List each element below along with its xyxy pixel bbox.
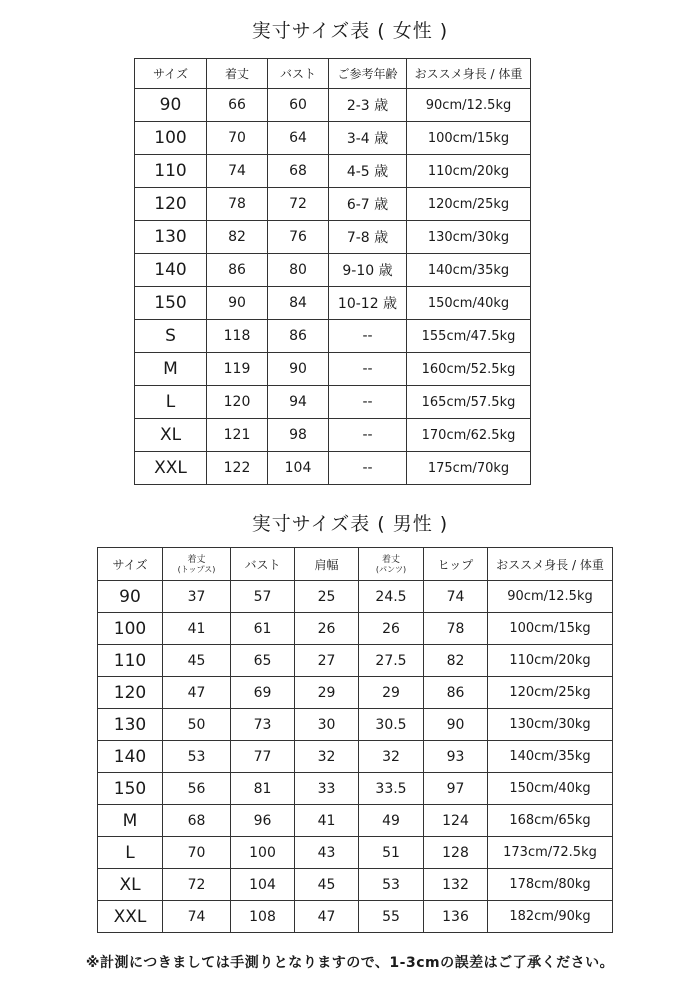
table-row bbox=[135, 155, 531, 188]
table-cell: 96 bbox=[231, 805, 295, 837]
table-cell: 70 bbox=[207, 122, 268, 155]
table-row bbox=[135, 452, 531, 485]
table-cell: 61 bbox=[231, 613, 295, 645]
size-cell: 140 bbox=[135, 254, 207, 287]
column-header: おススメ身長 / 体重 bbox=[407, 59, 531, 89]
table-cell: 76 bbox=[268, 221, 329, 254]
column-header-label: 肩幅 bbox=[314, 557, 339, 572]
table-cell: 3-4 歳 bbox=[329, 122, 407, 155]
table-cell: 56 bbox=[163, 773, 231, 805]
table-cell: 53 bbox=[359, 869, 424, 901]
header-row bbox=[135, 59, 531, 89]
size-cell: 100 bbox=[98, 613, 163, 645]
table-row bbox=[135, 353, 531, 386]
size-cell: S bbox=[135, 320, 207, 353]
table-cell: 53 bbox=[163, 741, 231, 773]
table-cell: 165cm/57.5kg bbox=[407, 386, 531, 419]
table-cell: 108 bbox=[231, 901, 295, 933]
table-cell: 82 bbox=[424, 645, 488, 677]
table-cell: 120cm/25kg bbox=[407, 188, 531, 221]
table-cell: 30.5 bbox=[359, 709, 424, 741]
measurement-disclaimer: ※計測につきましては手測りとなりますので、1-3cmの誤差はご了承ください。 bbox=[85, 955, 615, 971]
table-cell: 86 bbox=[207, 254, 268, 287]
table-cell: 150cm/40kg bbox=[488, 773, 613, 805]
table-cell: 90 bbox=[268, 353, 329, 386]
table-row bbox=[98, 837, 613, 869]
size-cell: 100 bbox=[135, 122, 207, 155]
column-header-label: ヒップ bbox=[437, 557, 474, 572]
table-cell: 150cm/40kg bbox=[407, 287, 531, 320]
women-size-chart-title: 実寸サイズ表 ( 女性 ) bbox=[251, 20, 449, 42]
table-row bbox=[98, 581, 613, 613]
size-cell: L bbox=[98, 837, 163, 869]
table-cell: 77 bbox=[231, 741, 295, 773]
table-row bbox=[135, 386, 531, 419]
table-cell: 2-3 歳 bbox=[329, 89, 407, 122]
table-cell: 118 bbox=[207, 320, 268, 353]
table-cell: 33.5 bbox=[359, 773, 424, 805]
table-cell: 66 bbox=[207, 89, 268, 122]
table-cell: 29 bbox=[295, 677, 359, 709]
size-cell: M bbox=[135, 353, 207, 386]
size-cell: 110 bbox=[98, 645, 163, 677]
table-cell: 45 bbox=[163, 645, 231, 677]
table-cell: 72 bbox=[163, 869, 231, 901]
table-cell: 9-10 歳 bbox=[329, 254, 407, 287]
table-cell: 49 bbox=[359, 805, 424, 837]
table-cell: 104 bbox=[268, 452, 329, 485]
table-cell: 178cm/80kg bbox=[488, 869, 613, 901]
men-size-table bbox=[97, 547, 613, 933]
table-cell: 26 bbox=[295, 613, 359, 645]
column-header bbox=[488, 548, 613, 581]
column-header: ご参考年齢 bbox=[329, 59, 407, 89]
women-size-table bbox=[134, 58, 531, 485]
table-cell: 57 bbox=[231, 581, 295, 613]
table-cell: 90 bbox=[207, 287, 268, 320]
table-cell: 173cm/72.5kg bbox=[488, 837, 613, 869]
table-row bbox=[98, 613, 613, 645]
table-cell: 27.5 bbox=[359, 645, 424, 677]
table-cell: -- bbox=[329, 419, 407, 452]
size-cell: 150 bbox=[98, 773, 163, 805]
table-cell: 100cm/15kg bbox=[407, 122, 531, 155]
header-row bbox=[98, 548, 613, 581]
column-header: 着丈 bbox=[207, 59, 268, 89]
table-cell: 98 bbox=[268, 419, 329, 452]
table-cell: 168cm/65kg bbox=[488, 805, 613, 837]
column-header-label: おススメ身長 / 体重 bbox=[496, 557, 604, 572]
table-cell: 81 bbox=[231, 773, 295, 805]
table-row bbox=[135, 188, 531, 221]
table-row bbox=[135, 122, 531, 155]
column-header-label: 着丈 bbox=[187, 554, 206, 565]
table-row bbox=[98, 805, 613, 837]
table-cell: 51 bbox=[359, 837, 424, 869]
table-cell: 121 bbox=[207, 419, 268, 452]
column-header-sublabel: (パンツ) bbox=[375, 564, 407, 574]
column-header bbox=[231, 548, 295, 581]
table-cell: 41 bbox=[295, 805, 359, 837]
table-cell: 45 bbox=[295, 869, 359, 901]
table-cell: 130cm/30kg bbox=[407, 221, 531, 254]
column-header-label: バスト bbox=[244, 557, 281, 572]
table-row bbox=[135, 89, 531, 122]
table-cell: 97 bbox=[424, 773, 488, 805]
table-cell: 26 bbox=[359, 613, 424, 645]
size-cell: L bbox=[135, 386, 207, 419]
size-cell: XL bbox=[135, 419, 207, 452]
table-cell: 6-7 歳 bbox=[329, 188, 407, 221]
table-cell: 110cm/20kg bbox=[488, 645, 613, 677]
size-cell: XL bbox=[98, 869, 163, 901]
table-cell: -- bbox=[329, 452, 407, 485]
column-header bbox=[98, 548, 163, 581]
table-cell: 90cm/12.5kg bbox=[488, 581, 613, 613]
table-cell: 70 bbox=[163, 837, 231, 869]
table-cell: 25 bbox=[295, 581, 359, 613]
table-cell: 30 bbox=[295, 709, 359, 741]
column-header-label: サイズ bbox=[112, 557, 148, 572]
table-cell: 104 bbox=[231, 869, 295, 901]
table-row bbox=[98, 901, 613, 933]
table-row bbox=[98, 645, 613, 677]
table-cell: 78 bbox=[424, 613, 488, 645]
size-cell: 90 bbox=[135, 89, 207, 122]
column-header bbox=[163, 548, 231, 581]
table-cell: 90 bbox=[424, 709, 488, 741]
table-cell: 100 bbox=[231, 837, 295, 869]
column-header-label: 着丈 bbox=[381, 554, 400, 565]
size-cell: 110 bbox=[135, 155, 207, 188]
table-cell: 4-5 歳 bbox=[329, 155, 407, 188]
table-cell: 69 bbox=[231, 677, 295, 709]
table-cell: 120 bbox=[207, 386, 268, 419]
table-cell: 124 bbox=[424, 805, 488, 837]
table-cell: 7-8 歳 bbox=[329, 221, 407, 254]
table-row bbox=[98, 869, 613, 901]
table-cell: 29 bbox=[359, 677, 424, 709]
table-cell: 100cm/15kg bbox=[488, 613, 613, 645]
table-cell: 64 bbox=[268, 122, 329, 155]
column-header bbox=[359, 548, 424, 581]
table-cell: 160cm/52.5kg bbox=[407, 353, 531, 386]
table-cell: 128 bbox=[424, 837, 488, 869]
table-cell: 60 bbox=[268, 89, 329, 122]
table-cell: 74 bbox=[163, 901, 231, 933]
table-cell: 73 bbox=[231, 709, 295, 741]
size-cell: 130 bbox=[98, 709, 163, 741]
size-cell: 120 bbox=[98, 677, 163, 709]
table-cell: 182cm/90kg bbox=[488, 901, 613, 933]
size-cell: XXL bbox=[135, 452, 207, 485]
table-cell: 140cm/35kg bbox=[488, 741, 613, 773]
table-cell: 84 bbox=[268, 287, 329, 320]
column-header bbox=[424, 548, 488, 581]
table-cell: 27 bbox=[295, 645, 359, 677]
table-cell: 86 bbox=[424, 677, 488, 709]
table-cell: 90cm/12.5kg bbox=[407, 89, 531, 122]
table-cell: 10-12 歳 bbox=[329, 287, 407, 320]
table-cell: 41 bbox=[163, 613, 231, 645]
table-cell: 119 bbox=[207, 353, 268, 386]
table-cell: 55 bbox=[359, 901, 424, 933]
table-cell: 132 bbox=[424, 869, 488, 901]
table-row bbox=[135, 320, 531, 353]
table-cell: 140cm/35kg bbox=[407, 254, 531, 287]
table-cell: -- bbox=[329, 320, 407, 353]
table-cell: 94 bbox=[268, 386, 329, 419]
table-cell: 47 bbox=[163, 677, 231, 709]
table-cell: 68 bbox=[163, 805, 231, 837]
table-cell: 110cm/20kg bbox=[407, 155, 531, 188]
table-cell: 43 bbox=[295, 837, 359, 869]
table-row bbox=[135, 221, 531, 254]
table-cell: 170cm/62.5kg bbox=[407, 419, 531, 452]
table-cell: 122 bbox=[207, 452, 268, 485]
table-cell: 24.5 bbox=[359, 581, 424, 613]
table-cell: 32 bbox=[295, 741, 359, 773]
size-cell: XXL bbox=[98, 901, 163, 933]
table-row bbox=[98, 773, 613, 805]
size-cell: M bbox=[98, 805, 163, 837]
table-cell: 65 bbox=[231, 645, 295, 677]
table-cell: 93 bbox=[424, 741, 488, 773]
table-cell: 86 bbox=[268, 320, 329, 353]
size-cell: 150 bbox=[135, 287, 207, 320]
table-cell: 74 bbox=[207, 155, 268, 188]
table-cell: 32 bbox=[359, 741, 424, 773]
table-cell: 33 bbox=[295, 773, 359, 805]
column-header: バスト bbox=[268, 59, 329, 89]
table-cell: 37 bbox=[163, 581, 231, 613]
table-cell: -- bbox=[329, 386, 407, 419]
column-header: サイズ bbox=[135, 59, 207, 89]
table-row bbox=[135, 287, 531, 320]
table-row bbox=[135, 419, 531, 452]
table-row bbox=[98, 677, 613, 709]
table-row bbox=[98, 709, 613, 741]
table-cell: 120cm/25kg bbox=[488, 677, 613, 709]
table-cell: 68 bbox=[268, 155, 329, 188]
table-cell: 136 bbox=[424, 901, 488, 933]
size-cell: 140 bbox=[98, 741, 163, 773]
table-cell: 78 bbox=[207, 188, 268, 221]
table-cell: 72 bbox=[268, 188, 329, 221]
table-row bbox=[98, 741, 613, 773]
table-cell: 82 bbox=[207, 221, 268, 254]
table-cell: 47 bbox=[295, 901, 359, 933]
table-cell: -- bbox=[329, 353, 407, 386]
table-cell: 130cm/30kg bbox=[488, 709, 613, 741]
size-cell: 130 bbox=[135, 221, 207, 254]
size-cell: 120 bbox=[135, 188, 207, 221]
table-cell: 74 bbox=[424, 581, 488, 613]
men-size-chart-title: 実寸サイズ表 ( 男性 ) bbox=[251, 513, 449, 535]
column-header-sublabel: (トップス) bbox=[177, 564, 216, 574]
table-row bbox=[135, 254, 531, 287]
table-cell: 155cm/47.5kg bbox=[407, 320, 531, 353]
table-cell: 175cm/70kg bbox=[407, 452, 531, 485]
column-header bbox=[295, 548, 359, 581]
size-cell: 90 bbox=[98, 581, 163, 613]
table-cell: 80 bbox=[268, 254, 329, 287]
table-cell: 50 bbox=[163, 709, 231, 741]
